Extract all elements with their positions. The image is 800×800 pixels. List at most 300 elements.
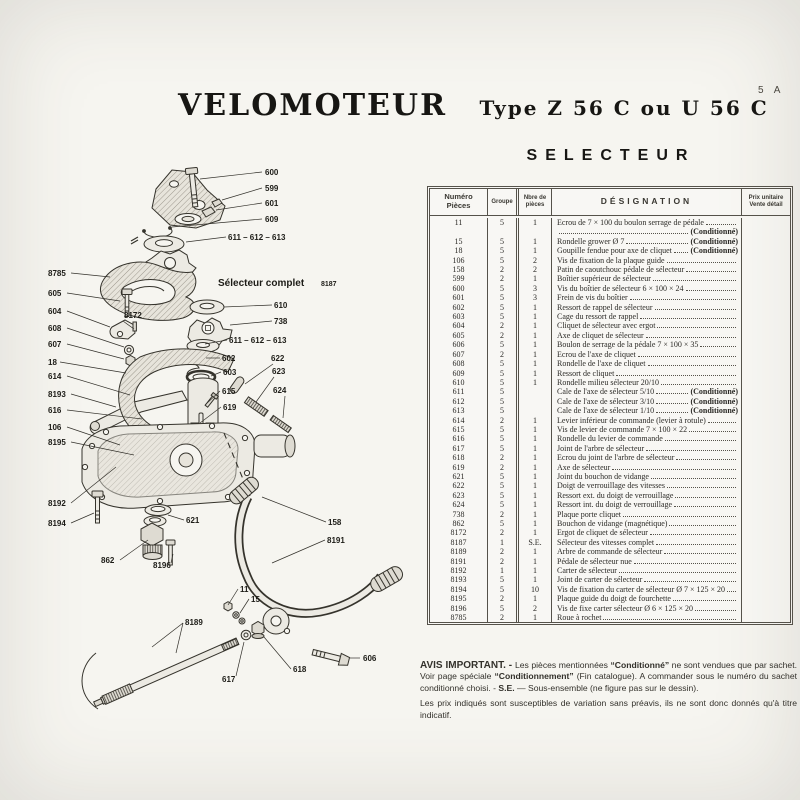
designation-line [557,416,738,425]
part-number-cell: 599 [430,274,488,283]
designation-cell [552,237,742,246]
leader-line [200,172,262,179]
price-cell [742,547,790,556]
designation-cell [552,425,742,434]
designation-cell [552,481,742,490]
diagram-part-label: 738 [274,317,288,326]
part-number-cell: 8172 [430,528,488,537]
price-cell [742,359,790,368]
part-number-cell: 604 [430,321,488,330]
table-row [430,547,790,556]
des: Cale de l'axe de sélecteur 5/10 [557,387,655,397]
designation-cell [552,491,742,500]
designation-cell [552,284,742,293]
quantity-cell: 1 [519,472,552,481]
group-cell: 5 [488,481,519,490]
designation-line [557,538,738,547]
diagram-part-label: 615 [222,387,236,396]
diagram-caption-ref: 8187 [321,281,337,288]
group-cell: 5 [488,585,519,594]
group-cell: 2 [488,453,519,462]
designation-line [557,237,738,246]
designation-cell [552,397,742,406]
des: Rondelle du levier de commande [557,434,663,444]
part-number-cell: 8195 [430,594,488,603]
des: Plaque guide du doigt de fourchette [557,594,671,604]
designation-wrap-line [557,227,738,236]
table-row [430,613,790,622]
part-number-cell: 8193 [430,575,488,584]
price-cell [742,425,790,434]
price-disclaimer: Les prix indiqués sont susceptibles de variation sans préavis, ils ne sont donc donnés qu'à titre indicatif. [420,698,797,720]
group-cell: 5 [488,359,519,368]
quantity-cell: 1 [519,218,552,237]
part-number-cell: 611 [430,387,488,396]
des: Levier inférieur de commande (levier à rotule) [557,415,706,425]
part-number-cell: 8194 [430,585,488,594]
designation-cell [552,350,742,359]
designation-cell [552,453,742,462]
designation-cell [552,256,742,265]
price-cell [742,481,790,490]
designation-line [557,293,738,302]
dots [695,610,736,611]
cond: (Conditionné) [690,396,738,406]
group-cell: 5 [488,237,519,246]
quantity-cell: 1 [519,416,552,425]
price-cell [742,585,790,594]
designation-line [557,312,738,321]
table-row [430,594,790,603]
group-cell: 2 [488,528,519,537]
dots [708,422,736,423]
des: Boîtier supérieur de sélecteur [557,274,651,284]
quantity-cell: 1 [519,350,552,359]
part-number-cell: 617 [430,444,488,453]
dots [646,337,736,338]
dots [686,271,736,272]
quantity-cell: 1 [519,303,552,312]
group-cell: 5 [488,425,519,434]
price-cell [742,538,790,547]
table-row [430,472,790,481]
dots [656,393,688,394]
designation-line [557,350,738,359]
dots [667,262,737,263]
group-cell: 2 [488,265,519,274]
part-number-cell: 606 [430,340,488,349]
notice-segment: “Conditionnement” [494,671,574,682]
quantity-cell: 1 [519,594,552,603]
leader-line [264,637,291,669]
designation-line [557,256,738,265]
leader-line [236,642,244,676]
leader-line [240,599,249,613]
quantity-cell: 10 [519,585,552,594]
dots [689,431,736,432]
quantity-cell: 1 [519,519,552,528]
dots [676,459,736,460]
group-cell: 2 [488,613,519,622]
price-cell [742,284,790,293]
header-part-number: Numéro Pièces [430,189,488,215]
quantity-cell: 1 [519,434,552,443]
diagram-part-label: 623 [272,367,286,376]
dots [700,346,736,347]
parts-table [427,186,793,625]
diagram-part-label: 8193 [48,390,66,399]
designation-cell [552,265,742,274]
dots [630,299,736,300]
quantity-cell: 1 [519,312,552,321]
designation-cell [552,585,742,594]
dots [619,572,736,573]
group-cell: 5 [488,218,519,237]
quantity-cell [519,406,552,415]
dots [626,243,688,244]
group-cell: 2 [488,510,519,519]
part-number-cell: 8192 [430,566,488,575]
diagram-part-label: 18 [48,358,57,367]
price-cell [742,312,790,321]
designation-line [557,425,738,434]
part-number-cell: 607 [430,350,488,359]
table-row [430,406,790,415]
designation-cell [552,340,742,349]
part-number-cell: 601 [430,293,488,302]
dots [667,487,736,488]
designation-cell [552,557,742,566]
part-number-cell: 624 [430,500,488,509]
table-row [430,321,790,330]
group-cell: 2 [488,350,519,359]
part-sketches [82,167,405,709]
des: Ressort ext. du doigt de verrouillage [557,490,674,500]
dots [674,252,689,253]
leader-line [272,540,325,563]
designation-cell [552,604,742,613]
des: Axe de sélecteur [557,462,611,472]
diagram-part-label: 610 [274,301,288,310]
leader-line [245,364,273,384]
group-cell: 1 [488,538,519,547]
table-row [430,463,790,472]
group-cell: 5 [488,519,519,528]
price-cell [742,369,790,378]
designation-cell [552,387,742,396]
notice-segment: ne sont vendues que par sachet. Voir page spéciale [420,660,797,682]
page-header [178,88,769,123]
price-cell [742,265,790,274]
table-row [430,519,790,528]
des: Ecrou du joint de l'arbre de sélecteur [557,453,675,463]
table-row [430,218,790,237]
dots [640,318,736,319]
des: Vis de levier de commande 7 × 100 × 22 [557,424,688,434]
designation-line [557,246,738,255]
diagram-part-label: 158 [328,518,342,527]
quantity-cell: 1 [519,425,552,434]
designation-cell [552,510,742,519]
group-cell: 5 [488,303,519,312]
table-row [430,575,790,584]
designation-cell [552,331,742,340]
page-title: VELOMOTEUR [178,88,447,123]
des: Joint de carter de sélecteur [557,575,643,585]
leader-line [186,237,226,242]
leader-line [67,311,110,327]
designation-cell [552,303,742,312]
quantity-cell: 1 [519,528,552,537]
diagram-part-label: 618 [293,665,307,674]
pedal-sketch [227,475,405,634]
designation-cell [552,538,742,547]
dots [727,591,736,592]
leader-line [71,513,94,523]
designation-line [557,434,738,443]
quantity-cell: 1 [519,491,552,500]
quantity-cell: 1 [519,359,552,368]
designation-cell [552,274,742,283]
group-cell: 5 [488,491,519,500]
upper-housing-sketch [152,170,225,228]
section-title: SELECTEUR [526,147,696,164]
des: Rondelle grower Ø 7 [557,236,625,246]
table-row [430,510,790,519]
group-cell: 5 [488,472,519,481]
designation-line [557,331,738,340]
price-cell [742,566,790,575]
designation-line [557,218,738,227]
table-row [430,444,790,453]
designation-line [557,359,738,368]
price-cell [742,218,790,237]
designation-cell [552,293,742,302]
group-cell: 2 [488,331,519,340]
designation-line [557,510,738,519]
dots [656,412,688,413]
quantity-cell [519,387,552,396]
des: Ressort int. du doigt de verrouillage [557,500,673,510]
group-cell: 5 [488,284,519,293]
parts-table-header [430,189,790,216]
des: Ergot de cliquet de sélecteur [557,528,648,538]
price-cell [742,256,790,265]
price-cell [742,237,790,246]
diagram-part-label: 599 [265,184,279,193]
leader-line [222,188,262,200]
leader-line [283,396,285,418]
group-cell: 5 [488,246,519,255]
dots [674,506,736,507]
designation-line [557,265,738,274]
des: Ressort de cliquet [557,368,615,378]
dots [653,280,736,281]
diagram-caption: Sélecteur complet [218,278,305,289]
diagram-part-label: 601 [265,199,279,208]
group-cell: 5 [488,312,519,321]
important-notice [420,660,797,721]
designation-line [557,284,738,293]
des: Ressort de rappel de sélecteur [557,302,653,312]
table-row [430,416,790,425]
des: Ecrou de 7 × 100 du boulon serrage de pédale [557,218,704,227]
dots [634,563,736,564]
dots [664,553,736,554]
table-row [430,293,790,302]
notice-lead: AVIS IMPORTANT. - [420,660,515,671]
diagram-part-label: 622 [271,354,285,363]
part-number-cell: 619 [430,463,488,472]
part-number-cell: 618 [430,453,488,462]
designation-line [557,557,738,566]
diagram-part-label: 611 – 612 – 613 [228,233,286,242]
quantity-cell: 2 [519,265,552,274]
group-cell: 5 [488,604,519,613]
table-row [430,331,790,340]
des: Axe de cliquet de sélecteur [557,330,644,340]
group-cell: 2 [488,321,519,330]
quantity-cell: 1 [519,237,552,246]
dots [644,581,736,582]
table-row [430,237,790,246]
group-cell: 2 [488,547,519,556]
table-row [430,378,790,387]
quantity-cell: 2 [519,256,552,265]
des: Arbre de commande de sélecteur [557,547,663,557]
designation-line [557,321,738,330]
price-cell [742,406,790,415]
table-row [430,585,790,594]
group-cell: 5 [488,340,519,349]
quantity-cell: 1 [519,444,552,453]
table-row [430,453,790,462]
table-row [430,566,790,575]
price-cell [742,557,790,566]
des: Frein de vis du boîtier [557,293,628,303]
part-number-cell: 158 [430,265,488,274]
part-number-cell: 106 [430,256,488,265]
part-number-cell: 616 [430,434,488,443]
diagram-part-label: 8194 [48,519,66,528]
notice-segment: — Sous-ensemble (ne figure pas sur le dessin). [514,682,699,693]
diagram-part-label: 8172 [124,311,142,320]
des: Patin de caoutchouc pédale de sélecteur [557,265,685,275]
designation-cell [552,613,742,622]
table-row [430,557,790,566]
diagram-part-label: 8191 [327,536,345,545]
part-number-cell: 8187 [430,538,488,547]
designation-cell [552,575,742,584]
dots [616,375,736,376]
part-number-cell: 8785 [430,613,488,622]
header-quantity: Nbre de pièces [519,189,552,215]
group-cell: 5 [488,444,519,453]
table-row [430,246,790,255]
designation-cell [552,416,742,425]
part-number-cell: 615 [430,425,488,434]
part-number-cell: 613 [430,406,488,415]
group-cell: 1 [488,566,519,575]
designation-line [557,500,738,509]
designation-line [557,463,738,472]
leader-line [168,515,184,520]
part-number-cell: 600 [430,284,488,293]
leader-line [71,394,116,407]
leader-line [262,497,326,522]
price-cell [742,331,790,340]
diagram-part-label: 611 – 612 – 613 [229,336,287,345]
quantity-cell: 3 [519,293,552,302]
des: Goupille fendue pour axe de cliquet [557,246,672,256]
designation-cell [552,321,742,330]
diagram-part-label: 605 [48,289,62,298]
dots [638,356,736,357]
des: Bouchon de vidange (magnétique) [557,519,668,528]
designation-cell [552,594,742,603]
price-cell [742,340,790,349]
price-cell [742,519,790,528]
designation-line [557,303,738,312]
des: Boulon de serrage de la pédale 7 × 100 × 35 [557,340,699,350]
group-cell: 5 [488,387,519,396]
diagram-part-label: 619 [223,403,237,412]
diagram-part-label: 608 [48,324,62,333]
designation-line [557,406,738,415]
price-cell [742,378,790,387]
price-cell [742,594,790,603]
dots [656,544,736,545]
price-cell [742,463,790,472]
group-cell: 5 [488,369,519,378]
price-cell [742,604,790,613]
designation-cell [552,406,742,415]
part-number-cell: 610 [430,378,488,387]
table-row [430,359,790,368]
table-row [430,604,790,613]
diagram-part-label: 11 [240,585,249,594]
price-cell [742,575,790,584]
diagram-part-label: 8189 [185,618,203,627]
notice-segment: “Conditionné” [610,660,670,670]
designation-line [557,519,738,528]
price-cell [742,387,790,396]
quantity-cell: 1 [519,453,552,462]
des: Rondelle de l'axe de cliquet [557,359,646,369]
designation-cell [552,378,742,387]
page-number: 5 A [758,85,785,96]
designation-line [557,274,738,283]
price-cell [742,434,790,443]
table-row [430,434,790,443]
parts-table-body [430,216,790,622]
table-row [430,274,790,283]
dots [559,233,688,234]
header-designation: DÉSIGNATION [552,189,742,215]
table-row [430,312,790,321]
dots [646,450,736,451]
diagram-part-label: 616 [48,406,62,415]
table-row [430,481,790,490]
leader-line [224,305,272,307]
table-row [430,303,790,312]
part-number-cell: 621 [430,472,488,481]
group-cell: 5 [488,256,519,265]
part-number-cell: 862 [430,519,488,528]
quantity-cell: 1 [519,613,552,622]
cond: (Conditionné) [690,236,738,246]
dots [675,497,736,498]
